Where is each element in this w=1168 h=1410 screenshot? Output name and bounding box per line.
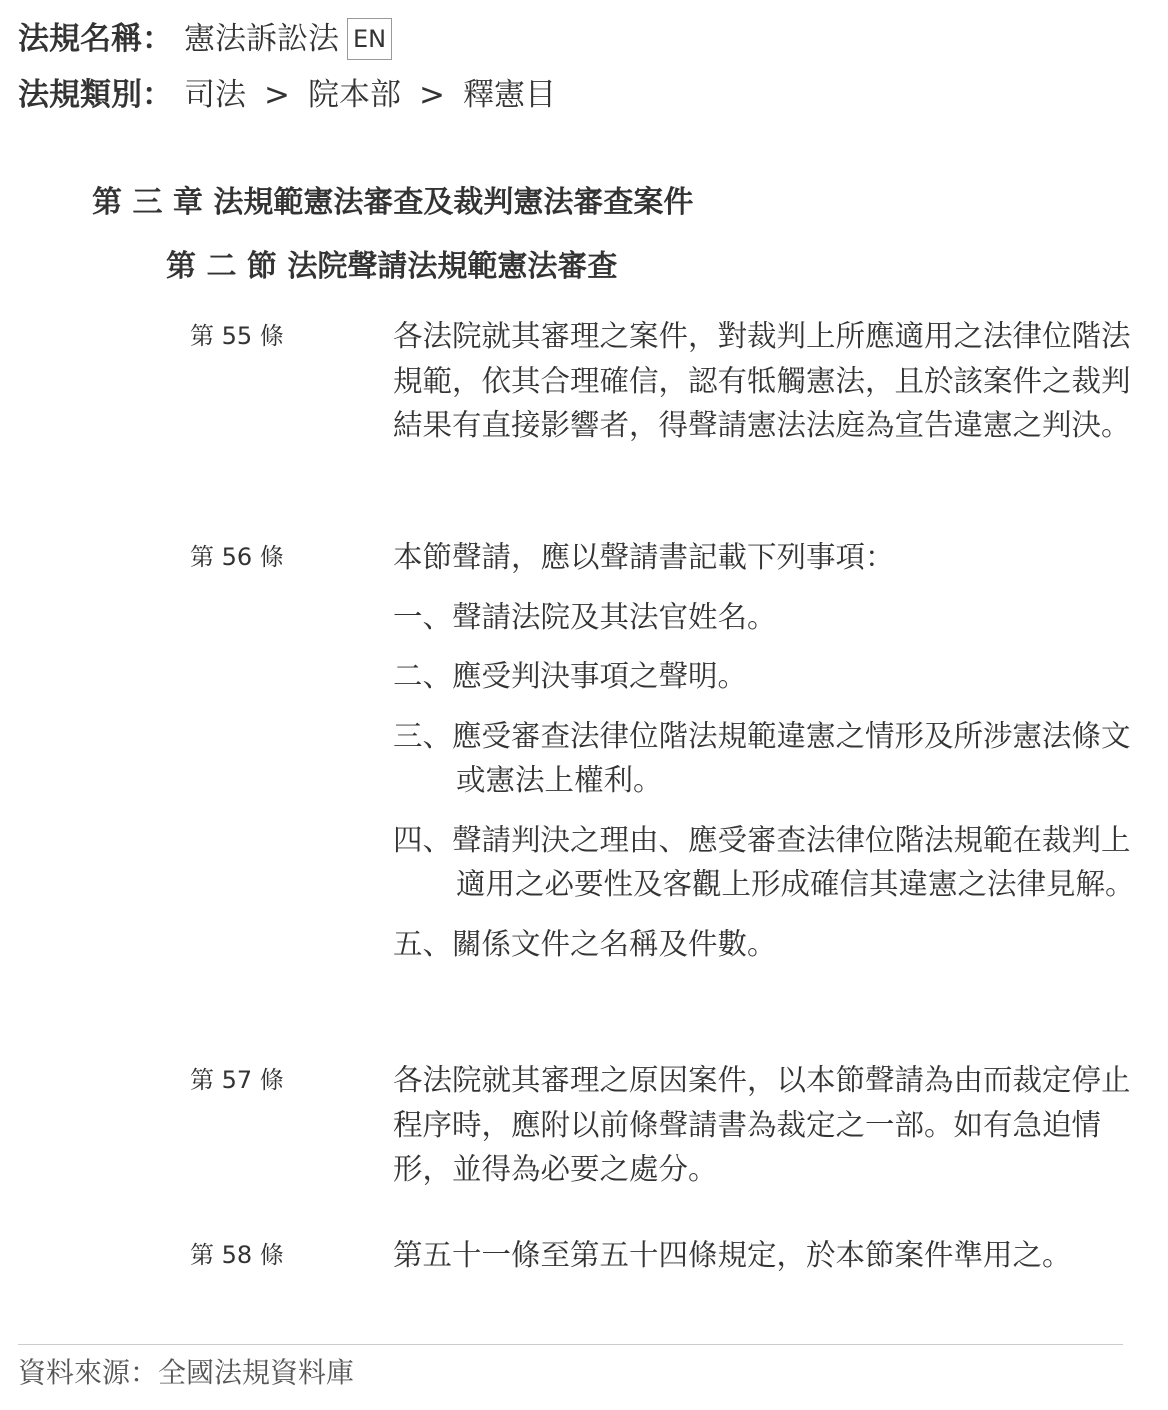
article-number[interactable]: 第 56 條 [190, 543, 284, 571]
chapter-heading: 第 三 章 法規範憲法審查及裁判憲法審查案件 [92, 185, 694, 220]
article-list-item: 一、聲請法院及其法官姓名。 [393, 599, 777, 634]
article-paragraph: 各法院就其審理之案件，對裁判上所應適用之法律位階法規範，依其合理確信，認有牴觸憲法，且於該案件之裁判結果有直接影響者，得聲請憲法法庭為宣告違憲之判決。 [393, 319, 1131, 442]
section-heading: 第 二 節 法院聲請法規範憲法審查 [166, 249, 618, 284]
article-list-item: 二、應受判決事項之聲明。 [393, 659, 748, 693]
article-item-list [393, 595, 1148, 967]
article-paragraph: 本節聲請，應以聲請書記載下列事項： [393, 540, 895, 574]
footer-divider [18, 1344, 1123, 1345]
category-crumb-2[interactable]: 院本部 [307, 77, 401, 113]
article-paragraph: 各法院就其審理之原因案件，以本節聲請為由而裁定停止程序時，應附以前條聲請書為裁定之一部。如有急迫情形，並得為必要之處分。 [393, 1063, 1131, 1186]
law-name-label: 法規名稱： [18, 21, 173, 57]
english-version-link[interactable]: EN [347, 18, 392, 60]
article-number[interactable]: 第 57 條 [190, 1066, 284, 1094]
category-crumb-1[interactable]: 司法 [184, 77, 246, 113]
article-body [393, 1058, 1148, 1192]
article-paragraph: 第五十一條至第五十四條規定，於本節案件準用之。 [393, 1238, 1072, 1272]
article-body [393, 535, 1148, 966]
breadcrumb-separator: > [418, 77, 445, 113]
law-category-label: 法規類別： [18, 77, 173, 113]
article-body [393, 1233, 1148, 1278]
article-number[interactable]: 第 58 條 [190, 1241, 284, 1269]
article-number[interactable]: 第 55 條 [190, 322, 284, 350]
article-body [393, 314, 1148, 448]
law-name-value: 憲法訴訟法 [184, 21, 339, 57]
source-footer: 資料來源：全國法規資料庫 [18, 1356, 355, 1389]
breadcrumb-separator: > [264, 77, 290, 113]
category-crumb-3[interactable]: 釋憲目 [462, 77, 556, 113]
article-list-item: 四、聲請判決之理由、應受審查法律位階法規範在裁判上適用之必要性及客觀上形成確信其違憲之法律見解。 [393, 822, 1135, 901]
article-list-item: 五、關係文件之名稱及件數。 [393, 926, 777, 961]
article-list-item: 三、應受審查法律位階法規範違憲之情形及所涉憲法條文或憲法上權利。 [393, 718, 1131, 797]
law-name-row [18, 17, 392, 61]
law-category-row [18, 73, 556, 117]
